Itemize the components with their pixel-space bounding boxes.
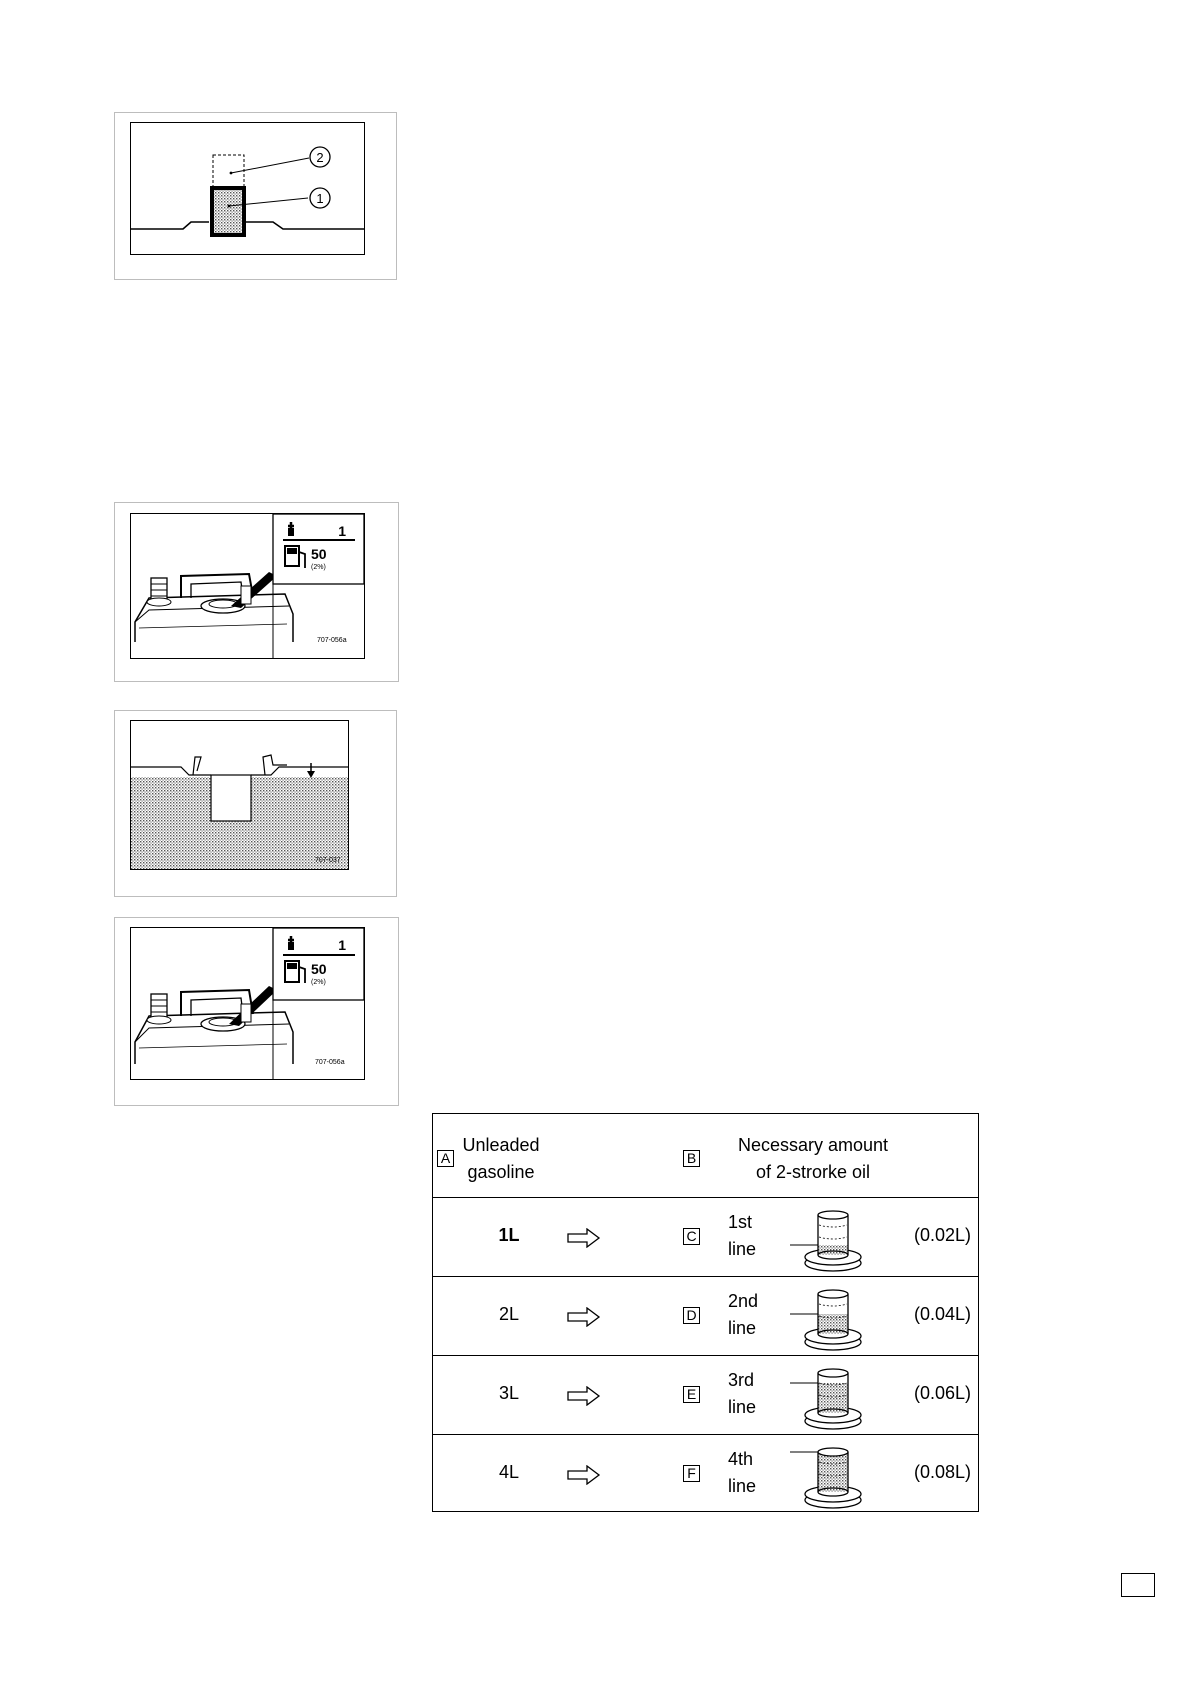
row-label: E: [683, 1386, 700, 1403]
header-gasoline: Unleaded gasoline: [462, 1135, 540, 1182]
table-row: [433, 1434, 978, 1514]
figure-code: 707-037: [315, 857, 341, 864]
gasoline-amount: 2L: [498, 1304, 520, 1324]
arrow-right-icon: [567, 1228, 601, 1248]
arrow-right-icon: [567, 1307, 601, 1327]
oil-measure-cup-icon: [788, 1444, 868, 1510]
ratio-percent: (2%): [311, 564, 326, 571]
gasoline-amount: 3L: [498, 1383, 520, 1403]
graduation-line: 1st line: [728, 1212, 757, 1259]
figure-fill-level: [114, 112, 397, 280]
graduation-line: 2nd line: [728, 1291, 759, 1338]
ratio-oil: 1: [338, 937, 346, 953]
row-label: C: [683, 1228, 700, 1245]
label-b: B: [683, 1150, 700, 1167]
graduation-line: 4th line: [728, 1449, 757, 1496]
figure-tank-section: [114, 710, 397, 897]
callout-2: 2: [316, 150, 324, 165]
graduation-line: 3rd line: [728, 1370, 757, 1417]
gasoline-amount: 4L: [498, 1462, 520, 1482]
oil-fill-level: [818, 1452, 848, 1492]
row-label: F: [683, 1465, 700, 1482]
ratio-oil: 1: [338, 523, 346, 539]
callout-1: 1: [316, 191, 324, 206]
table-row: [433, 1276, 978, 1356]
arrow-right-icon: [567, 1465, 601, 1485]
figure-fuel-can-ratio-2: [114, 917, 399, 1106]
label-a: A: [437, 1150, 454, 1167]
gasoline-amount: 1L: [498, 1225, 520, 1245]
table-row: [433, 1197, 978, 1277]
figure-code: 707-056a: [315, 1059, 345, 1066]
page-number-box: [1121, 1573, 1155, 1597]
oil-measure-cup-icon: [788, 1207, 868, 1273]
arrow-right-icon: [567, 1386, 601, 1406]
oil-amount: (0.02L): [913, 1225, 971, 1245]
ratio-fuel: 50: [311, 961, 327, 977]
mixing-table: [432, 1113, 979, 1512]
oil-measure-cup-icon: [788, 1286, 868, 1352]
ratio-fuel: 50: [311, 546, 327, 562]
figure-code: 707-056a: [317, 637, 347, 644]
row-label: D: [683, 1307, 700, 1324]
oil-amount: (0.08L): [913, 1462, 971, 1482]
oil-measure-cup-icon: [788, 1365, 868, 1431]
oil-amount: (0.06L): [913, 1383, 971, 1403]
oil-fill-level: [818, 1245, 848, 1255]
figure-fuel-can-ratio: [114, 502, 399, 682]
header-oil-amount: Necessary amount of 2-strorke oil: [737, 1135, 889, 1182]
table-row: [433, 1355, 978, 1435]
ratio-percent: (2%): [311, 979, 326, 986]
oil-amount: (0.04L): [913, 1304, 971, 1324]
